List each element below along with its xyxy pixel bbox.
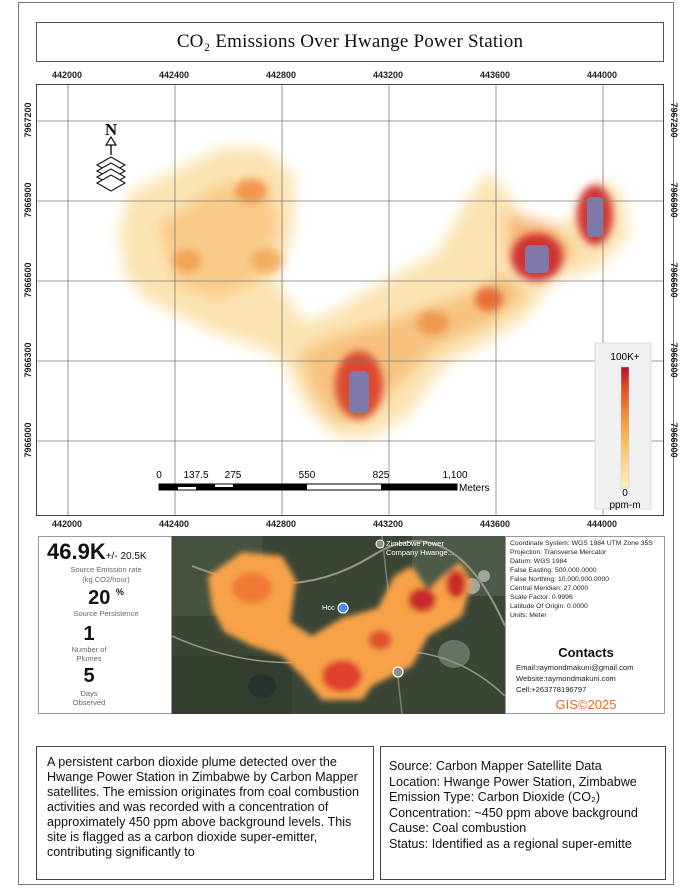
- x-tick-bottom-2: 442800: [265, 519, 297, 529]
- coord-line: False Easting: 500,000.0000: [510, 567, 597, 574]
- x-tick-top-2: 442800: [265, 70, 297, 80]
- days-value: 5: [83, 665, 95, 687]
- satellite-inset-map: [172, 536, 505, 714]
- concentration-legend: [595, 343, 651, 511]
- inset-place-label: Hcc: [322, 603, 335, 612]
- contact-website: Website:raymondmakuni.com: [516, 674, 616, 683]
- company-poi-icon: [376, 540, 384, 548]
- scale-bar: [156, 470, 489, 494]
- x-tick-top-1: 442400: [158, 70, 190, 80]
- x-tick-top-3: 443200: [372, 70, 404, 80]
- copyright: GIS©2025: [555, 697, 617, 712]
- coord-line: Central Meridian: 27.0000: [510, 585, 589, 592]
- inset-company-label-2: Company Hwange...: [386, 548, 454, 557]
- scale-label-4: 825: [372, 470, 390, 481]
- contacts-heading: Contacts: [558, 645, 614, 660]
- plumes-label-1: Number of: [71, 645, 107, 654]
- y-tick-right-4: 7966000: [669, 422, 679, 458]
- stats-panel: [38, 536, 172, 714]
- y-tick-left-1: 7966900: [23, 182, 33, 218]
- inset-company-label-1: Zimbabwe Power: [386, 539, 444, 548]
- y-tick-right-3: 7966300: [669, 342, 679, 378]
- coord-line: False Northing: 10,000,000.0000: [510, 576, 610, 583]
- persistence-unit: %: [115, 587, 124, 597]
- title-box: [36, 22, 664, 62]
- y-tick-left-4: 7966000: [23, 422, 33, 458]
- source-line: Source: Carbon Mapper Satellite Data: [389, 759, 602, 773]
- contact-cell: Cell:+263778196797: [516, 685, 587, 694]
- y-tick-right-2: 7966600: [669, 262, 679, 298]
- source-line: Location: Hwange Power Station, Zimbabwe: [389, 774, 637, 789]
- source-line: Concentration: ~450 ppm above background: [389, 805, 638, 820]
- source-info-box: [380, 746, 666, 880]
- coord-line: Coordinate System: WGS 1984 UTM Zone 35S: [510, 540, 653, 547]
- coordinate-system-info: [510, 539, 653, 620]
- scale-label-1: 137.5: [183, 470, 209, 481]
- map-frame: [36, 84, 664, 516]
- contact-email: Email:raymondmakuni@gmail.com: [516, 663, 634, 672]
- coord-line: Projection: Transverse Mercator: [510, 549, 607, 556]
- info-panel: [505, 536, 665, 714]
- map-grid: [37, 85, 663, 515]
- source-line: Status: Identified as a regional super-emitte: [389, 836, 632, 851]
- persistence-label: Source Persistence: [73, 609, 139, 618]
- source-line: Emission Type: Carbon Dioxide (CO₂): [389, 790, 601, 804]
- description-text: A persistent carbon dioxide plume detected over the Hwange Power Station in Zimbabwe by Carbon Mapper satellites. The emission originates from coal combustion activities and was recorded with a concentration of approximately 450 ppm above background levels. This site is flagged as a carbon dioxide super-emitter, contributing significantly to: [47, 755, 359, 859]
- x-tick-top-5: 444000: [586, 70, 618, 80]
- source-line: Cause: Coal combustion: [389, 821, 527, 835]
- x-tick-bottom-1: 442400: [158, 519, 190, 529]
- north-arrow-icon: [97, 137, 125, 191]
- y-tick-right-1: 7966900: [669, 182, 679, 218]
- description-box: [36, 746, 374, 880]
- legend-max-label: 100K+: [610, 352, 640, 363]
- emission-value: 46.9K: [47, 539, 106, 564]
- emission-unit: (kg CO2/hour): [82, 575, 130, 584]
- legend-unit-label: ppm-m: [609, 500, 641, 511]
- coord-line: Units: Meter: [510, 612, 547, 619]
- y-tick-left-3: 7966300: [23, 342, 33, 378]
- scale-label-5: 1,100: [442, 470, 468, 481]
- plume-map: [37, 85, 663, 515]
- x-tick-bottom-4: 443600: [479, 519, 511, 529]
- x-tick-bottom-3: 443200: [372, 519, 404, 529]
- emission-error: +/- 20.5K: [105, 551, 147, 562]
- y-tick-right-0: 7967200: [669, 102, 679, 138]
- poi-icon: [393, 667, 403, 677]
- x-tick-top-0: 442000: [51, 70, 83, 80]
- y-tick-left-2: 7966600: [23, 262, 33, 298]
- plumes-value: 1: [83, 623, 95, 645]
- coord-line: Scale Factor: 0.9996: [510, 594, 573, 601]
- north-label: N: [104, 120, 118, 139]
- scale-label-3: 550: [298, 470, 316, 481]
- days-label-2: Observed: [72, 698, 106, 707]
- legend-min-label: 0: [622, 488, 628, 499]
- coord-line: Latitude Of Origin: 0.0000: [510, 603, 588, 610]
- scale-label-0: 0: [156, 470, 162, 481]
- location-pin-icon: [338, 603, 348, 613]
- persistence-value: 20: [88, 587, 111, 609]
- coord-line: Datum: WGS 1984: [510, 558, 568, 565]
- y-tick-left-0: 7967200: [23, 102, 33, 138]
- days-label-1: Days: [80, 689, 98, 698]
- map-title: CO₂ Emissions Over Hwange Power Station: [176, 31, 524, 52]
- plumes-label-2: Plumes: [76, 654, 102, 663]
- scale-label-2: 275: [224, 470, 242, 481]
- satellite-imagery: [172, 536, 505, 714]
- x-tick-bottom-5: 444000: [586, 519, 618, 529]
- emission-label: Source Emission rate: [70, 565, 142, 574]
- x-tick-top-4: 443600: [479, 70, 511, 80]
- x-tick-bottom-0: 442000: [51, 519, 83, 529]
- scale-unit: Meters: [459, 483, 490, 494]
